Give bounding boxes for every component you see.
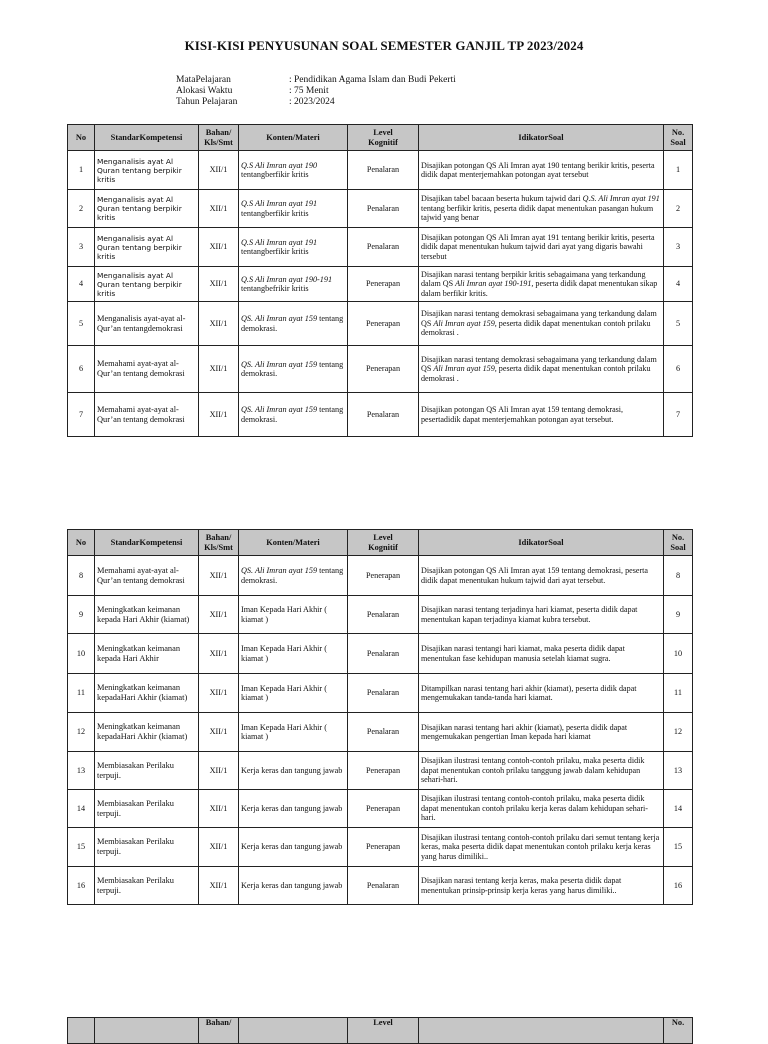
- cell-level: Penalaran: [348, 713, 419, 752]
- indikator-text: Disajikan potongan QS Ali Imran ayat 190 tentang berikir kritis, peserta didik dapat menterjemahkan potongan ayat tersebut: [421, 160, 655, 179]
- table-row: [68, 267, 693, 302]
- cell-kls-smt: XII/1: [199, 634, 239, 674]
- meta-label: MataPelajaran: [176, 75, 231, 85]
- cell-indikator: [419, 228, 664, 267]
- meta-row: [176, 86, 456, 97]
- cell-standar-kompetensi: Membiasakan Perilaku terpuji.: [95, 867, 199, 905]
- cell-no-soal: 12: [664, 713, 693, 752]
- kisi-table-2: [67, 529, 693, 905]
- col-header-standar-kompetensi: [95, 1018, 199, 1044]
- table-row: [68, 151, 693, 190]
- cell-konten: [239, 713, 348, 752]
- table-row: [68, 346, 693, 393]
- cell-konten: [239, 596, 348, 634]
- col-header-no: No: [68, 530, 95, 556]
- konten-topik: tentangberfikir kritis: [241, 247, 309, 256]
- cell-kls-smt: XII/1: [199, 596, 239, 634]
- cell-kls-smt: XII/1: [199, 713, 239, 752]
- cell-kls-smt: XII/1: [199, 556, 239, 596]
- cell-no: 6: [68, 346, 95, 393]
- col-header-konten: Konten/Materi: [239, 125, 348, 151]
- cell-level: Penalaran: [348, 228, 419, 267]
- indikator-text: Disajikan narasi tentang demokrasi sebagaimana yang terkandung dalam QS: [421, 309, 657, 328]
- table-row: [68, 190, 693, 228]
- cell-standar-kompetensi: Membiasakan Perilaku terpuji.: [95, 828, 199, 867]
- konten-topik: tentangberfikir kritis: [241, 170, 309, 179]
- cell-no: 3: [68, 228, 95, 267]
- cell-indikator: Disajikan ilustrasi tentang contoh-contoh prilaku, maka peserta didik dapat menentukan contoh prilaku tanggung jawab dalam kehidupan sehari-hari.: [419, 752, 664, 790]
- cell-no-soal: 13: [664, 752, 693, 790]
- cell-no: 5: [68, 302, 95, 346]
- cell-kls-smt: XII/1: [199, 190, 239, 228]
- konten-ayat: Q.S Ali Imran ayat 190-191: [241, 274, 333, 284]
- cell-konten: [239, 828, 348, 867]
- cell-konten: [239, 752, 348, 790]
- konten-ayat: QS. Ali Imran ayat 159: [241, 359, 318, 369]
- meta-info: [176, 75, 456, 108]
- cell-no: 8: [68, 556, 95, 596]
- cell-no-soal: 10: [664, 634, 693, 674]
- cell-no-soal: 2: [664, 190, 693, 228]
- cell-indikator: Disajikan narasi tentangi hari kiamat, maka peserta didik dapat menentukan fase kehidupan manusia setelah kiamat sugra.: [419, 634, 664, 674]
- cell-no: 4: [68, 267, 95, 302]
- table-row: [68, 302, 693, 346]
- cell-no-soal: 15: [664, 828, 693, 867]
- konten-topik: Iman Kepada Hari Akhir ( kiamat ): [241, 722, 327, 741]
- cell-standar-kompetensi: Memahami ayat-ayat al-Qur’an tentang demokrasi: [95, 346, 199, 393]
- cell-no-soal: 8: [664, 556, 693, 596]
- cell-indikator: [419, 393, 664, 437]
- konten-topik: tentang demokrasi.: [241, 405, 344, 424]
- cell-standar-kompetensi: Meningkatkan keimanan kepadaHari Akhir (kiamat): [95, 713, 199, 752]
- col-header-no: No: [68, 125, 95, 151]
- cell-standar-kompetensi: Membiasakan Perilaku terpuji.: [95, 752, 199, 790]
- indikator-text: peserta didik dapat menentukan sikap dalam berfikir kritis.: [421, 279, 658, 298]
- cell-level: Penerapan: [348, 267, 419, 302]
- cell-standar-kompetensi: Menganalisis ayat Al Quran tentang berpikir kritis: [95, 228, 199, 267]
- indikator-ayat: Q.S. Ali Imran ayat 191: [582, 194, 660, 204]
- col-header-standar-kompetensi: StandarKompetensi: [95, 125, 199, 151]
- table-row: [68, 674, 693, 713]
- meta-value: : 75 Menit: [289, 86, 329, 96]
- col-header-indikator: IdikatorSoal: [419, 125, 664, 151]
- konten-ayat: Q.S Ali Imran ayat 191: [241, 199, 318, 209]
- cell-konten: [239, 790, 348, 828]
- cell-konten: [239, 634, 348, 674]
- cell-indikator: [419, 346, 664, 393]
- cell-level: Penalaran: [348, 393, 419, 437]
- col-header-level: Level: [348, 1018, 419, 1044]
- cell-standar-kompetensi: Menganalisis ayat-ayat al-Qur’an tentangdemokrasi: [95, 302, 199, 346]
- konten-topik: tentang demokrasi.: [241, 359, 344, 378]
- konten-topik: tentangberfikir kritis: [241, 208, 309, 218]
- indikator-ayat: Ali Imran ayat 190-191,: [455, 279, 534, 289]
- konten-topik: Kerja keras dan tangung jawab: [241, 765, 343, 775]
- cell-standar-kompetensi: Meningkatkan keimanan kepada Hari Akhir: [95, 634, 199, 674]
- cell-standar-kompetensi: Membiasakan Perilaku terpuji.: [95, 790, 199, 828]
- table-header-row: [68, 1018, 693, 1044]
- cell-indikator: [419, 151, 664, 190]
- meta-row: [176, 97, 456, 108]
- cell-no-soal: 3: [664, 228, 693, 267]
- cell-no: 11: [68, 674, 95, 713]
- page-title: KISI-KISI PENYUSUNAN SOAL SEMESTER GANJIL TP 2023/2024: [184, 38, 584, 53]
- konten-topik: Iman Kepada Hari Akhir ( kiamat ): [241, 683, 327, 702]
- table-row: [68, 393, 693, 437]
- indikator-text: Disajikan potongan QS Ali Imran ayat 191 tentang berikir kritis, peserta didik dapat menentukan hukum tajwid dari ayat yang digaris bawahi tersebut: [421, 232, 655, 261]
- meta-value: : 2023/2024: [289, 97, 335, 107]
- cell-level: Penalaran: [348, 634, 419, 674]
- indikator-ayat: Ali Imran ayat 159,: [433, 364, 497, 374]
- cell-indikator: [419, 267, 664, 302]
- meta-value: : Pendidikan Agama Islam dan Budi Pekerti: [289, 75, 456, 85]
- table-row: [68, 828, 693, 867]
- table-row: [68, 634, 693, 674]
- cell-kls-smt: XII/1: [199, 674, 239, 713]
- cell-indikator: Disajikan ilustrasi tentang contoh-contoh prilaku, maka peserta didik dapat menentukan contoh prilaku kerja keras dalam kehidupan sehari-hari.: [419, 790, 664, 828]
- cell-no: 10: [68, 634, 95, 674]
- table-row: [68, 713, 693, 752]
- cell-indikator: Disajikan narasi tentang hari akhir (kiamat), peserta didik dapat mengemukakan pengertian Iman kepada hari kiamat: [419, 713, 664, 752]
- cell-standar-kompetensi: Menganalisis ayat Al Quran tentang berpikir kritis: [95, 267, 199, 302]
- cell-kls-smt: XII/1: [199, 151, 239, 190]
- cell-no-soal: 5: [664, 302, 693, 346]
- col-header-bahan: Bahan/: [199, 1018, 239, 1044]
- col-header-standar-kompetensi: StandarKompetensi: [95, 530, 199, 556]
- cell-konten: [239, 151, 348, 190]
- cell-no: 7: [68, 393, 95, 437]
- cell-indikator: [419, 302, 664, 346]
- cell-standar-kompetensi: Memahami ayat-ayat al-Qur’an tentang demokrasi: [95, 556, 199, 596]
- cell-no-soal: 9: [664, 596, 693, 634]
- konten-topik: Kerja keras dan tangung jawab: [241, 880, 343, 890]
- col-header-indikator: [419, 1018, 664, 1044]
- meta-label: Tahun Pelajaran: [176, 97, 238, 107]
- cell-indikator: Disajikan narasi tentang kerja keras, maka peserta didik dapat menentukan prinsip-prinsip kerja keras yang harus dimiliki..: [419, 867, 664, 905]
- table-row: [68, 556, 693, 596]
- meta-label: Alokasi Waktu: [176, 86, 233, 96]
- col-header-no-soal: No. Soal: [664, 125, 693, 151]
- cell-kls-smt: XII/1: [199, 346, 239, 393]
- cell-no-soal: 7: [664, 393, 693, 437]
- indikator-text: peserta didik dapat menentukan contoh prilaku demokrasi .: [421, 318, 651, 338]
- col-header-level: Level Kognitif: [348, 125, 419, 151]
- cell-konten: [239, 346, 348, 393]
- konten-topik: Iman Kepada Hari Akhir ( kiamat ): [241, 605, 327, 624]
- cell-no: 2: [68, 190, 95, 228]
- cell-kls-smt: XII/1: [199, 302, 239, 346]
- indikator-ayat: Ali Imran ayat 159,: [433, 318, 497, 328]
- cell-level: Penerapan: [348, 346, 419, 393]
- konten-ayat: QS. Ali Imran ayat 159: [241, 314, 318, 324]
- col-header-no: [68, 1018, 95, 1044]
- table-row: [68, 596, 693, 634]
- cell-level: Penalaran: [348, 596, 419, 634]
- cell-no: 12: [68, 713, 95, 752]
- cell-standar-kompetensi: Meningkatkan keimanan kepada Hari Akhir (kiamat): [95, 596, 199, 634]
- indikator-text: tentang berfikir kritis, peserta didik dapat menentukan pasangan hukum tajwid yang benar: [421, 203, 654, 223]
- cell-indikator: Ditampilkan narasi tentang hari akhir (kiamat), peserta didik dapat mengemukakan tanda-tanda hari kiamat.: [419, 674, 664, 713]
- cell-kls-smt: XII/1: [199, 228, 239, 267]
- konten-topik: Kerja keras dan tangung jawab: [241, 842, 343, 852]
- cell-konten: [239, 302, 348, 346]
- cell-konten: [239, 228, 348, 267]
- indikator-text: Disajikan tabel bacaan beserta hukum tajwid dari: [421, 194, 583, 204]
- cell-no: 13: [68, 752, 95, 790]
- cell-konten: [239, 190, 348, 228]
- konten-ayat: QS. Ali Imran ayat 159: [241, 405, 318, 415]
- cell-level: Penerapan: [348, 790, 419, 828]
- cell-standar-kompetensi: Menganalisis ayat Al Quran tentang berpikir kritis: [95, 190, 199, 228]
- konten-ayat: QS. Ali Imran ayat 159: [241, 566, 318, 576]
- cell-kls-smt: XII/1: [199, 752, 239, 790]
- indikator-text: peserta didik dapat menentukan contoh prilaku demokrasi .: [421, 364, 651, 383]
- cell-no: 15: [68, 828, 95, 867]
- cell-kls-smt: XII/1: [199, 393, 239, 437]
- cell-konten: [239, 267, 348, 302]
- konten-topik: tentangbefrikir kritis: [241, 284, 309, 293]
- table-row: [68, 752, 693, 790]
- cell-indikator: Disajikan ilustrasi tentang contoh-contoh prilaku dari semut tentang kerja keras, maka peserta didik dapat menentukan contoh prilaku kerja keras yang harus dimiliki..: [419, 828, 664, 867]
- cell-no-soal: 4: [664, 267, 693, 302]
- col-header-level: Level Kognitif: [348, 530, 419, 556]
- konten-topik: Iman Kepada Hari Akhir ( kiamat ): [241, 644, 327, 663]
- cell-no-soal: 1: [664, 151, 693, 190]
- cell-standar-kompetensi: Memahami ayat-ayat al-Qur’an tentang demokrasi: [95, 393, 199, 437]
- konten-ayat: Q.S Ali Imran ayat 190: [241, 160, 318, 170]
- col-header-indikator: IdikatorSoal: [419, 530, 664, 556]
- cell-level: Penerapan: [348, 302, 419, 346]
- table-header-row: [68, 530, 693, 556]
- col-header-bahan: Bahan/ Kls/Smt: [199, 530, 239, 556]
- cell-kls-smt: XII/1: [199, 267, 239, 302]
- cell-level: Penerapan: [348, 828, 419, 867]
- cell-level: Penalaran: [348, 190, 419, 228]
- cell-standar-kompetensi: Menganalisis ayat Al Quran tentang berpikir kritis: [95, 151, 199, 190]
- konten-ayat: Q.S Ali Imran ayat 191: [241, 237, 318, 247]
- indikator-text: Disajikan narasi tentang demokrasi sebagaimana yang terkandung dalam QS: [421, 354, 657, 374]
- col-header-konten: [239, 1018, 348, 1044]
- cell-no: 1: [68, 151, 95, 190]
- cell-indikator: [419, 190, 664, 228]
- cell-no: 9: [68, 596, 95, 634]
- meta-row: [176, 75, 456, 86]
- konten-topik: Kerja keras dan tangung jawab: [241, 803, 343, 813]
- col-header-konten: Konten/Materi: [239, 530, 348, 556]
- col-header-no-soal: No.: [664, 1018, 693, 1044]
- cell-level: Penalaran: [348, 674, 419, 713]
- cell-konten: [239, 556, 348, 596]
- table-row: [68, 790, 693, 828]
- cell-no: 14: [68, 790, 95, 828]
- cell-no: 16: [68, 867, 95, 905]
- cell-no-soal: 6: [664, 346, 693, 393]
- cell-konten: [239, 867, 348, 905]
- table-row: [68, 867, 693, 905]
- table-row: [68, 228, 693, 267]
- cell-no-soal: 14: [664, 790, 693, 828]
- col-header-no-soal: No. Soal: [664, 530, 693, 556]
- cell-level: Penalaran: [348, 867, 419, 905]
- cell-kls-smt: XII/1: [199, 828, 239, 867]
- konten-topik: tentang demokrasi.: [241, 314, 344, 333]
- col-header-bahan: Bahan/ Kls/Smt: [199, 125, 239, 151]
- cell-level: Penerapan: [348, 752, 419, 790]
- cell-kls-smt: XII/1: [199, 790, 239, 828]
- cell-standar-kompetensi: Meningkatkan keimanan kepadaHari Akhir (kiamat): [95, 674, 199, 713]
- cell-no-soal: 16: [664, 867, 693, 905]
- konten-topik: tentang demokrasi.: [241, 566, 344, 585]
- cell-level: Penalaran: [348, 151, 419, 190]
- indikator-text: Disajikan narasi tentang berpikir kritis sebagaimana yang terkandung dalam QS: [421, 269, 646, 289]
- cell-konten: [239, 393, 348, 437]
- cell-level: Penerapan: [348, 556, 419, 596]
- indikator-text: Disajikan potongan QS Ali Imran ayat 159 tentang demokrasi, pesertadidik dapat menterjemahkan potongan ayat tersebut.: [421, 405, 624, 424]
- kisi-table-1: [67, 124, 693, 437]
- cell-no-soal: 11: [664, 674, 693, 713]
- cell-indikator: Disajikan narasi tentang terjadinya hari kiamat, peserta didik dapat menentukan kapan terjadinya kiamat kubra tersebut.: [419, 596, 664, 634]
- cell-kls-smt: XII/1: [199, 867, 239, 905]
- table-header-row: [68, 125, 693, 151]
- cell-konten: [239, 674, 348, 713]
- kisi-table-3: [67, 1017, 693, 1044]
- cell-indikator: Disajikan potongan QS Ali Imran ayat 159 tentang demokrasi, peserta didik dapat menentukan hukum tajwid dari ayat tersebut.: [419, 556, 664, 596]
